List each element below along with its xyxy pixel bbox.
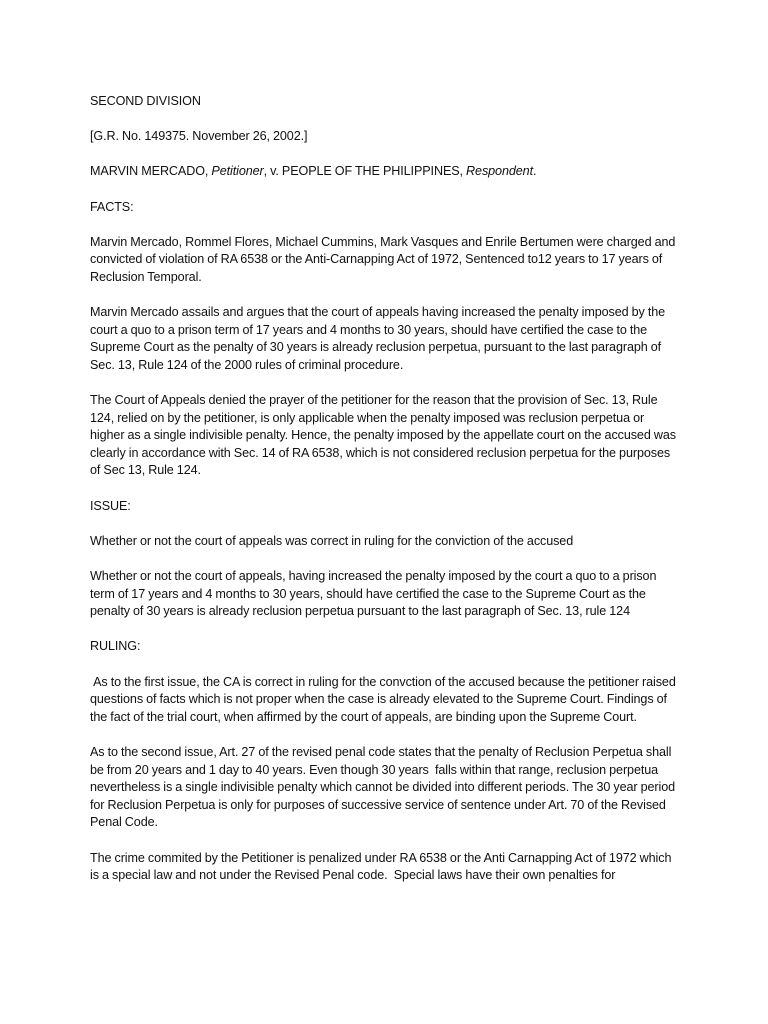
facts-paragraph: Marvin Mercado assails and argues that the court of appeals having increased the penalty imposed by the court a quo to a prison term of 17 years and 4 months to 30 years, should have certified the case to the Supreme Court as the penalty of 30 years is already reclusion perpetua, pursuant to the last paragraph of Sec. 13, Rule 124 of the 2000 rules of criminal procedure. xyxy=(90,305,669,372)
petitioner-name: MARVIN MERCADO xyxy=(90,164,205,179)
ruling-paragraph: As to the second issue, Art. 27 of the revised penal code states that the penalty of Reclusion Perpetua shall be from 20 years and 1 day to 40 years. Even though 30 years falls within that range, reclusion perpetua nevertheless is a single indivisible penalty which cannot be divided into different periods. The 30 year period for Reclusion Perpetua is only for purposes of successive service of sentence under Art. 70 of the Revised Penal Code. xyxy=(90,744,679,830)
facts-paragraph: Marvin Mercado, Rommel Flores, Michael Cummins, Mark Vasques and Enrile Bertumen were charged and convicted of violation of RA 6538 or the Anti-Carnapping Act of 1972, Sentenced to12 years to 17 years of Reclusion Temporal. xyxy=(90,234,679,284)
ruling-paragraph: The crime commited by the Petitioner is penalized under RA 6538 or the Anti Carnapping Act of 1972 which is a special law and not under the Revised Penal code. Special laws have their own penalties for xyxy=(90,850,675,883)
case-title xyxy=(90,163,680,181)
title-separator: , xyxy=(204,164,212,179)
respondent-role: Respondent xyxy=(466,164,533,179)
issue-paragraph: Whether or not the court of appeals was correct in ruling for the conviction of the accused xyxy=(90,533,574,548)
ruling-paragraph: As to the first issue, the CA is correct in ruling for the convction of the accused because the petitioner raised questions of facts which is not proper when the case is already elevated to the Supreme Court. Findings of the fact of the trial court, when affirmed by the court of appeals, are binding upon the Supreme Court. xyxy=(90,674,679,724)
ruling-heading: RULING: xyxy=(90,639,141,654)
petitioner-role: Petitioner xyxy=(211,164,264,179)
issue-paragraph: Whether or not the court of appeals, having increased the penalty imposed by the court a quo to a prison term of 17 years and 4 months to 30 years, should have certified the case to the Supreme Court as the penalty of 30 years is already reclusion perpetua pursuant to the last paragraph of Sec. 13, rule 124 xyxy=(90,569,660,619)
issue-heading: ISSUE: xyxy=(90,498,131,513)
title-separator: . xyxy=(532,164,537,179)
respondent-name: PEOPLE OF THE PHILIPPINES xyxy=(281,164,460,179)
document-body xyxy=(90,93,680,902)
case-number: [G.R. No. 149375. November 26, 2002.] xyxy=(90,129,308,144)
title-separator: , v. xyxy=(263,164,282,179)
facts-paragraph: The Court of Appeals denied the prayer of the petitioner for the reason that the provision of Sec. 13, Rule 124, relied on by the petitioner, is only applicable when the penalty imposed was reclusion perpetua or higher as a single indivisible penalty. Hence, the penalty imposed by the appellate court on the accused was clearly in accordance with Sec. 14 of RA 6538, which is not considered reclusion perpetua for the purposes of Sec 13, Rule 124. xyxy=(90,393,680,478)
division-heading: SECOND DIVISION xyxy=(90,94,201,108)
title-separator: , xyxy=(459,164,467,179)
facts-heading: FACTS: xyxy=(90,199,134,214)
